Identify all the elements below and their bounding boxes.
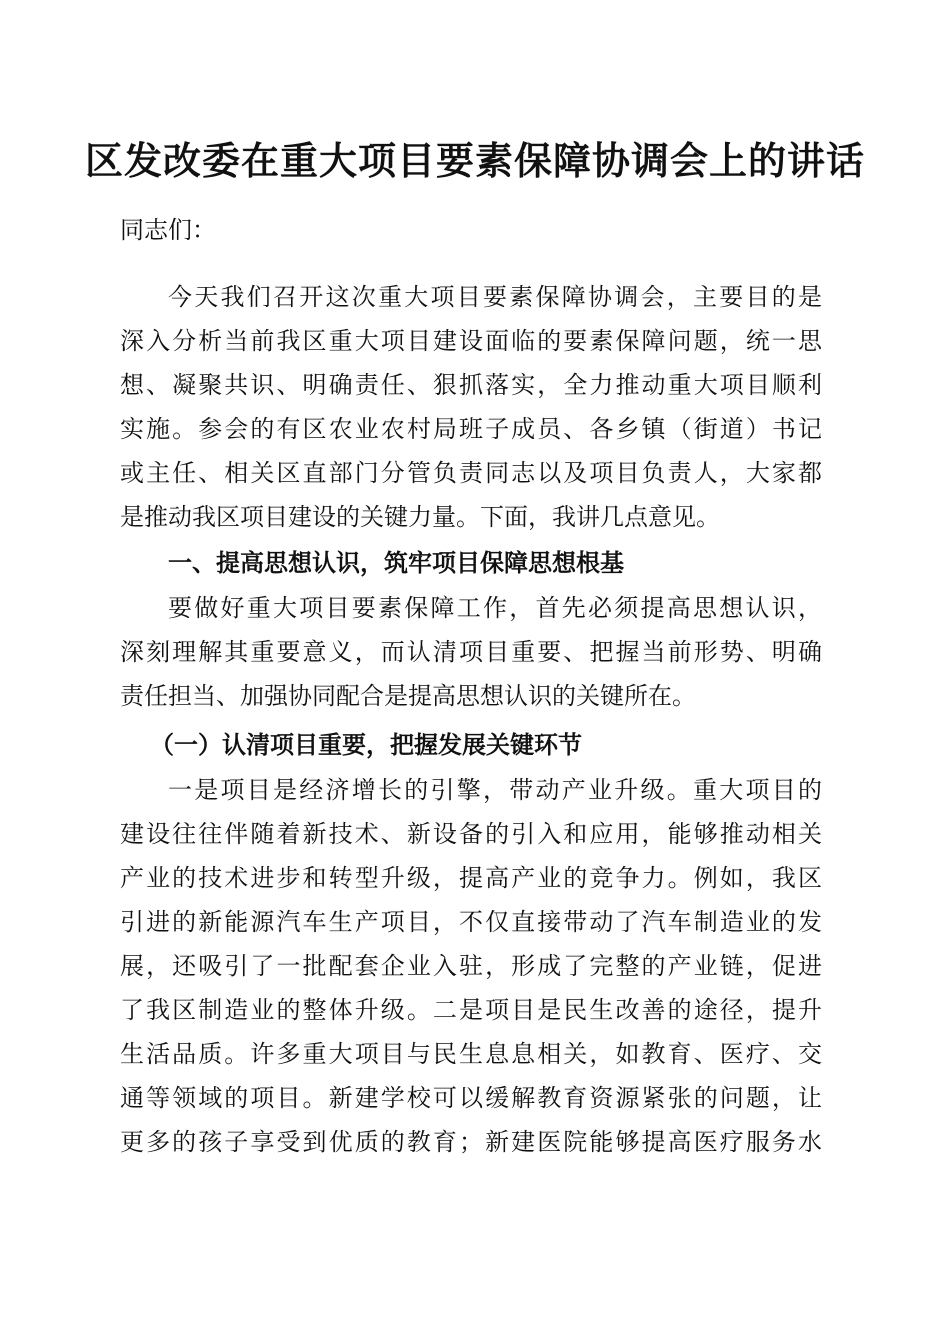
paragraph-line: 深入分析当前我区重大项目建设面临的要素保障问题，统一思	[120, 327, 822, 355]
document-title: 区发改委在重大项目要素保障协调会上的讲话	[84, 138, 865, 183]
paragraph-line: 产业的技术进步和转型升级，提高产业的竞争力。例如，我区	[120, 864, 822, 892]
paragraph-line: 展，还吸引了一批配套企业入驻，形成了完整的产业链，促进	[120, 952, 822, 980]
paragraph-line: 了我区制造业的整体升级。二是项目是民生改善的途径，提升	[120, 996, 822, 1024]
paragraph-line: 通等领域的项目。新建学校可以缓解教育资源紧张的问题，让	[120, 1084, 822, 1112]
paragraph-line: 想、凝聚共识、明确责任、狠抓落实，全力推动重大项目顺利	[120, 371, 822, 399]
paragraph-line: 今天我们召开这次重大项目要素保障协调会，主要目的是	[168, 283, 822, 311]
section-heading-1: 一、提高思想认识，筑牢项目保障思想根基	[168, 549, 624, 577]
paragraph-line: 责任担当、加强协同配合是提高思想认识的关键所在。	[120, 682, 696, 710]
paragraph-line: 实施。参会的有区农业农村局班子成员、各乡镇（街道）书记	[120, 415, 822, 443]
subsection-heading-1: （一）认清项目重要，把握发展关键环节	[150, 730, 582, 759]
paragraph-line: 一是项目是经济增长的引擎，带动产业升级。重大项目的	[168, 776, 822, 804]
paragraph-line: 引进的新能源汽车生产项目，不仅直接带动了汽车制造业的发	[120, 908, 822, 936]
paragraph-line: 是推动我区项目建设的关键力量。下面，我讲几点意见。	[120, 503, 720, 531]
paragraph-line: 深刻理解其重要意义，而认清项目重要、把握当前形势、明确	[120, 638, 822, 666]
paragraph-line: 生活品质。许多重大项目与民生息息相关，如教育、医疗、交	[120, 1040, 822, 1068]
paragraph-line: 要做好重大项目要素保障工作，首先必须提高思想认识，	[168, 594, 822, 622]
paragraph-line: 更多的孩子享受到优质的教育；新建医院能够提高医疗服务水	[120, 1128, 822, 1156]
paragraph-line: 或主任、相关区直部门分管负责同志以及项目负责人，大家都	[120, 459, 822, 487]
salutation: 同志们：	[120, 216, 216, 244]
paragraph-line: 建设往往伴随着新技术、新设备的引入和应用，能够推动相关	[120, 820, 822, 848]
